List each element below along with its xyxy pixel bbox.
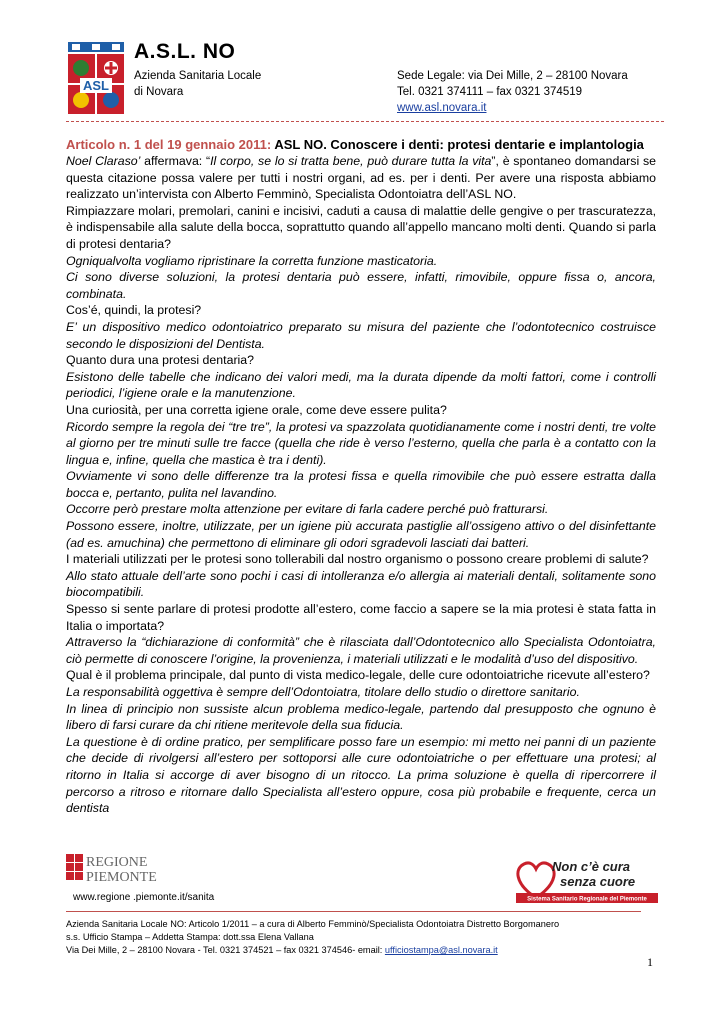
article-title — [66, 136, 656, 153]
footer — [66, 918, 559, 957]
intro-author: Noel Claraso’ — [66, 154, 141, 168]
org-name — [134, 68, 261, 100]
website-link[interactable]: www.asl.novara.it — [397, 102, 487, 114]
answer-1a: Ogniqualvolta vogliamo ripristinare la corretta funzione masticatoria. — [66, 253, 438, 268]
org-phone: Tel. 0321 374111 – fax 0321 374519 — [397, 86, 583, 98]
campaign-heart-logo — [512, 855, 662, 905]
logo-text: ASL — [83, 78, 109, 93]
regione-url: www.regione .piemonte.it/sanita — [73, 892, 215, 903]
org-name-line1: Azienda Sanitaria Locale — [134, 70, 262, 82]
footer-divider — [66, 911, 641, 912]
question-1: Rimpiazzare molari, premolari, canini e incisivi, caduti a causa di malattie delle gengive o per trascuratezza, è indispensabile alla salute della bocca, soprattutto quando all’appello mancano molti denti. Quando si parla di protesi dentaria? — [66, 203, 656, 251]
answer-7b: In linea di principio non sussiste alcun problema medico-legale, partendo dal presupposto che ognuno è libero di farsi curare da chi ritiene meritevole della sua fiducia. — [66, 701, 656, 733]
answer-7a: La responsabilità oggettiva è sempre dell’Odontoiatra, titolare dello studio o direttore sanitario. — [66, 685, 580, 699]
question-3: Quanto dura una protesi dentaria? — [66, 353, 255, 368]
regione-line2: PIEMONTE — [86, 870, 157, 885]
intro-paragraph — [66, 153, 656, 203]
org-name-line2: di Novara — [134, 86, 184, 98]
footer-address: Via Dei Mille, 2 – 28100 Novara - Tel. 0321 374521 – fax 0321 374546- email: — [66, 945, 385, 955]
answer-6: Attraverso la “dichiarazione di conformità” che è rilasciata dall’Odontotecnico allo Specialista Odontoiatra, ciò permette di conoscere l’origine, la provenienza, i materiali utilizzati e le modalità d’uso del dispositivo. — [66, 635, 656, 666]
footer-email-link[interactable]: ufficiostampa@asl.novara.it — [384, 945, 498, 955]
footer-line1: Azienda Sanitaria Locale NO: Articolo 1/2011 – a cura di Alberto Femminò/Specialista Odontoiatra Distretto Borgomanero — [66, 919, 560, 929]
answer-4b: Ovviamente vi sono delle differenze tra la protesi fissa e quella rimovibile che può essere estratta dalla bocca e, pertanto, pulita nel lavandino. — [66, 469, 656, 500]
page-number: 1 — [647, 955, 653, 969]
article-title-text: ASL NO. Conoscere i denti: protesi dentarie e implantologia — [271, 137, 644, 152]
org-address: Sede Legale: via Dei Mille, 2 – 28100 Novara — [397, 70, 628, 82]
campaign-line1: Non c’è cura — [552, 859, 631, 874]
answer-5: Allo stato attuale dell’arte sono pochi i casi di intolleranza e/o allergia ai materiali dentali, solitamente sono biocompatibili. — [66, 568, 656, 600]
intro-text-b: ”, è spontaneo domandarsi se questa citazione possa valere per tutti i nostri organi, ad es. per i denti. Per avere una risposta abbiamo realizzato un’intervista con Alberto Femminò, Specialista Odontoiatra dell’ASL NO. — [66, 154, 656, 202]
article-body — [66, 136, 656, 817]
campaign-sub: Sistema Sanitario Regionale del Piemonte — [527, 896, 647, 903]
answer-4c: Occorre però prestare molta attenzione per evitare di farla cadere perché può fratturarsi. — [66, 502, 549, 517]
answer-4d: Possono essere, inoltre, utilizzate, per un igiene più accurata pastiglie all’ossigeno attivo o del disinfettante (ad es. amuchina) che permettono di eliminare gli odori sgradevoli lasciati dai batteri. — [66, 519, 656, 550]
answer-4a: Ricordo sempre la regola dei “tre tre”, la protesi va spazzolata quotidianamente come i nostri denti, tre volte al giorno per tre minuti sulle tre facce (quella che ride è verso l’esterno, quella che parla è a contatto con la lingua e, infine, quella che mastica è tra i denti). — [66, 419, 656, 467]
answer-7c: La questione è di ordine pratico, per semplificare posso fare un esempio: mi metto nei panni di un paziente che decide di rivolgersi all’estero per sottoporsi alle cure odontoiatriche o per effettuare una protesi; al ritorno in Italia si accorge di aver bisogno di un ritocco. La prima soluzione è quella di ripercorrere il percorso a ritroso e ritornare dallo Specialista all’estero oppure, cosa più probabile e frequente, cerca un dentista — [66, 734, 656, 816]
org-contacts — [397, 68, 628, 116]
question-6: Spesso si sente parlare di protesi prodotte all’estero, come faccio a sapere se la mia protesi è stata fatta in Italia o importata? — [66, 602, 656, 633]
question-4: Una curiosità, per una corretta igiene orale, come deve essere pulita? — [66, 402, 447, 417]
intro-text-a: affermava: “ — [140, 154, 211, 168]
header-divider — [66, 121, 664, 122]
asl-novara-logo — [66, 40, 126, 116]
footer-line3 — [66, 944, 559, 957]
org-title: A.S.L. NO — [134, 40, 236, 63]
regione-line1: REGIONE — [86, 855, 148, 870]
article-title-date: Articolo n. 1 del 19 gennaio 2011: — [66, 137, 272, 152]
intro-quote: Il corpo, se lo si tratta bene, può durare tutta la vita — [210, 154, 492, 168]
question-2: Cos’é, quindi, la protesi? — [66, 303, 202, 318]
answer-1b: Ci sono diverse soluzioni, la protesi dentaria può essere, infatti, rimovibile, oppure fissa o, ancora, combinata. — [66, 270, 656, 301]
answer-3: Esistono delle tabelle che indicano dei valori medi, ma la durata dipende da molti fattori, come i controlli periodici, l’igiene orale e la manutenzione. — [66, 369, 656, 401]
campaign-line2: senza cuore — [560, 874, 636, 889]
answer-2: E’ un dispositivo medico odontoiatrico preparato su misura del paziente che l’odontotecnico costruisce secondo le disposizioni del Dentista. — [66, 319, 656, 351]
regione-piemonte-logo — [66, 852, 186, 886]
question-5: I materiali utilizzati per le protesi sono tollerabili dal nostro organismo o possono creare problemi di salute? — [66, 552, 649, 567]
footer-line2: s.s. Ufficio Stampa – Addetta Stampa: dott.ssa Elena Vallana — [66, 932, 314, 942]
question-7: Qual è il problema principale, dal punto di vista medico-legale, delle cure odontoiatriche ricevute all’estero? — [66, 668, 650, 683]
